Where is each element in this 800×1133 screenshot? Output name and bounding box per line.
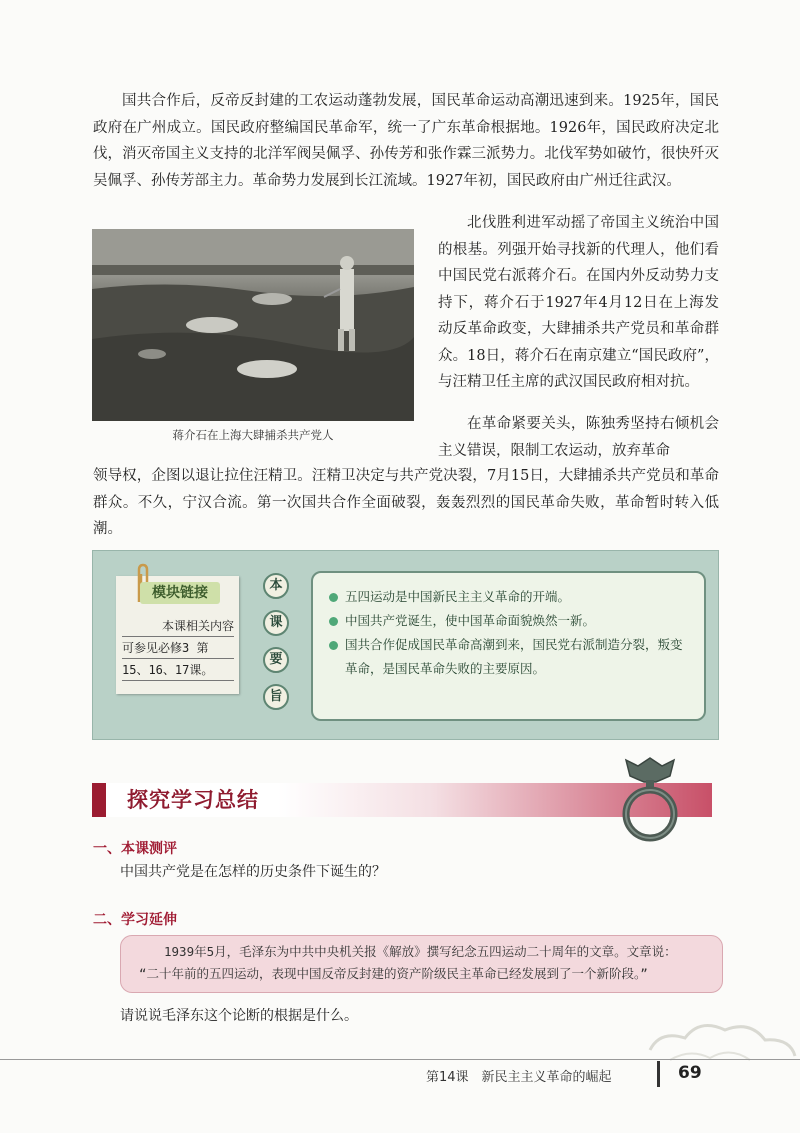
key-char-4: 旨 xyxy=(263,684,289,710)
footer-lesson-title: 第14课 新民主主义革命的崛起 xyxy=(426,1070,612,1085)
module-link-title: 模块链接 xyxy=(140,582,220,604)
subheading-review: 一、本课测评 xyxy=(93,841,177,857)
key-point-item: 中国共产党诞生，使中国革命面貌焕然一新。 xyxy=(329,609,694,633)
module-link-line-1: 本课相关内容 xyxy=(122,616,234,637)
lesson-key-points-label xyxy=(263,573,289,721)
key-points-list xyxy=(311,571,706,721)
key-char-2: 课 xyxy=(263,610,289,636)
paragraph-1: 国共合作后，反帝反封建的工农运动蓬勃发展，国民革命运动高潮迅速到来。1925年，国民政府在广州成立。国民政府整编国民革命军，统一了广东革命根据地。1926年，国民政府决定北伐，消灭帝国主义支持的北洋军阀吴佩孚、孙传芳和张作霖三派势力。北伐军势如破竹，很快歼灭吴佩孚、孙传芳部主力。革命势力发展到长江流域。1927年初，国民政府由广州迁往武汉。 xyxy=(93,93,719,189)
section-header-marker xyxy=(92,783,106,817)
quote-line-2: “二十年前的五四运动，表现中国反帝反封建的资产阶级民主革命已经发展到了一个新阶段。” xyxy=(139,966,648,981)
extension-question: 请说说毛泽东这个论断的根据是什么。 xyxy=(120,1008,358,1024)
quote-box xyxy=(120,935,723,993)
subheading-extension: 二、学习延伸 xyxy=(93,912,177,928)
module-link-line-3: 15、16、17课。 xyxy=(122,660,234,681)
key-char-3: 要 xyxy=(263,647,289,673)
photo-illustration xyxy=(92,229,414,421)
key-char-1: 本 xyxy=(263,573,289,599)
module-link-box xyxy=(92,550,719,740)
historical-photo xyxy=(92,229,414,421)
paragraph-3-continued: 领导权，企图以退让拉住汪精卫。汪精卫决定与共产党决裂，7月15日，大肆捕杀共产党员和革命群众。不久，宁汉合流。第一次国共合作全面破裂，轰轰烈烈的国民革命失败，革命暂时转入低潮。 xyxy=(93,468,719,537)
bronze-ring-icon xyxy=(616,752,684,844)
section-title: 探究学习总结 xyxy=(127,788,259,812)
module-link-line-2: 可参见必修3 第 xyxy=(122,638,234,659)
key-point-item: 五四运动是中国新民主主义革命的开端。 xyxy=(329,585,694,609)
paragraph-3-start: 在革命紧要关头，陈独秀坚持右倾机会主义错误，限制工农运动，放弃革命 xyxy=(438,416,719,459)
key-point-item: 国共合作促成国民革命高潮到来，国民党右派制造分裂，叛变革命，是国民革命失败的主要原因。 xyxy=(329,633,694,681)
cloud-ornament-icon xyxy=(630,1000,800,1080)
paragraph-2: 北伐胜利进军动摇了帝国主义统治中国的根基。列强开始寻找新的代理人，他们看中国民党右派蒋介石。在国内外反动势力支持下，蒋介石于1927年4月12日在上海发动反革命政变，大肆捕杀共产党员和革命群众。18日，蒋介石在南京建立“国民政府”，与汪精卫任主席的武汉国民政府相对抗。 xyxy=(438,215,719,390)
footer-divider xyxy=(0,1059,800,1060)
footer-separator xyxy=(657,1061,660,1087)
page-number: 69 xyxy=(678,1063,702,1083)
quote-line-1: 1939年5月，毛泽东为中共中央机关报《解放》撰写纪念五四运动二十周年的文章。文章说： xyxy=(164,944,677,959)
review-question: 中国共产党是在怎样的历史条件下诞生的？ xyxy=(120,864,386,880)
photo-caption: 蒋介石在上海大肆捕杀共产党人 xyxy=(172,428,334,442)
module-link-card xyxy=(116,576,239,694)
